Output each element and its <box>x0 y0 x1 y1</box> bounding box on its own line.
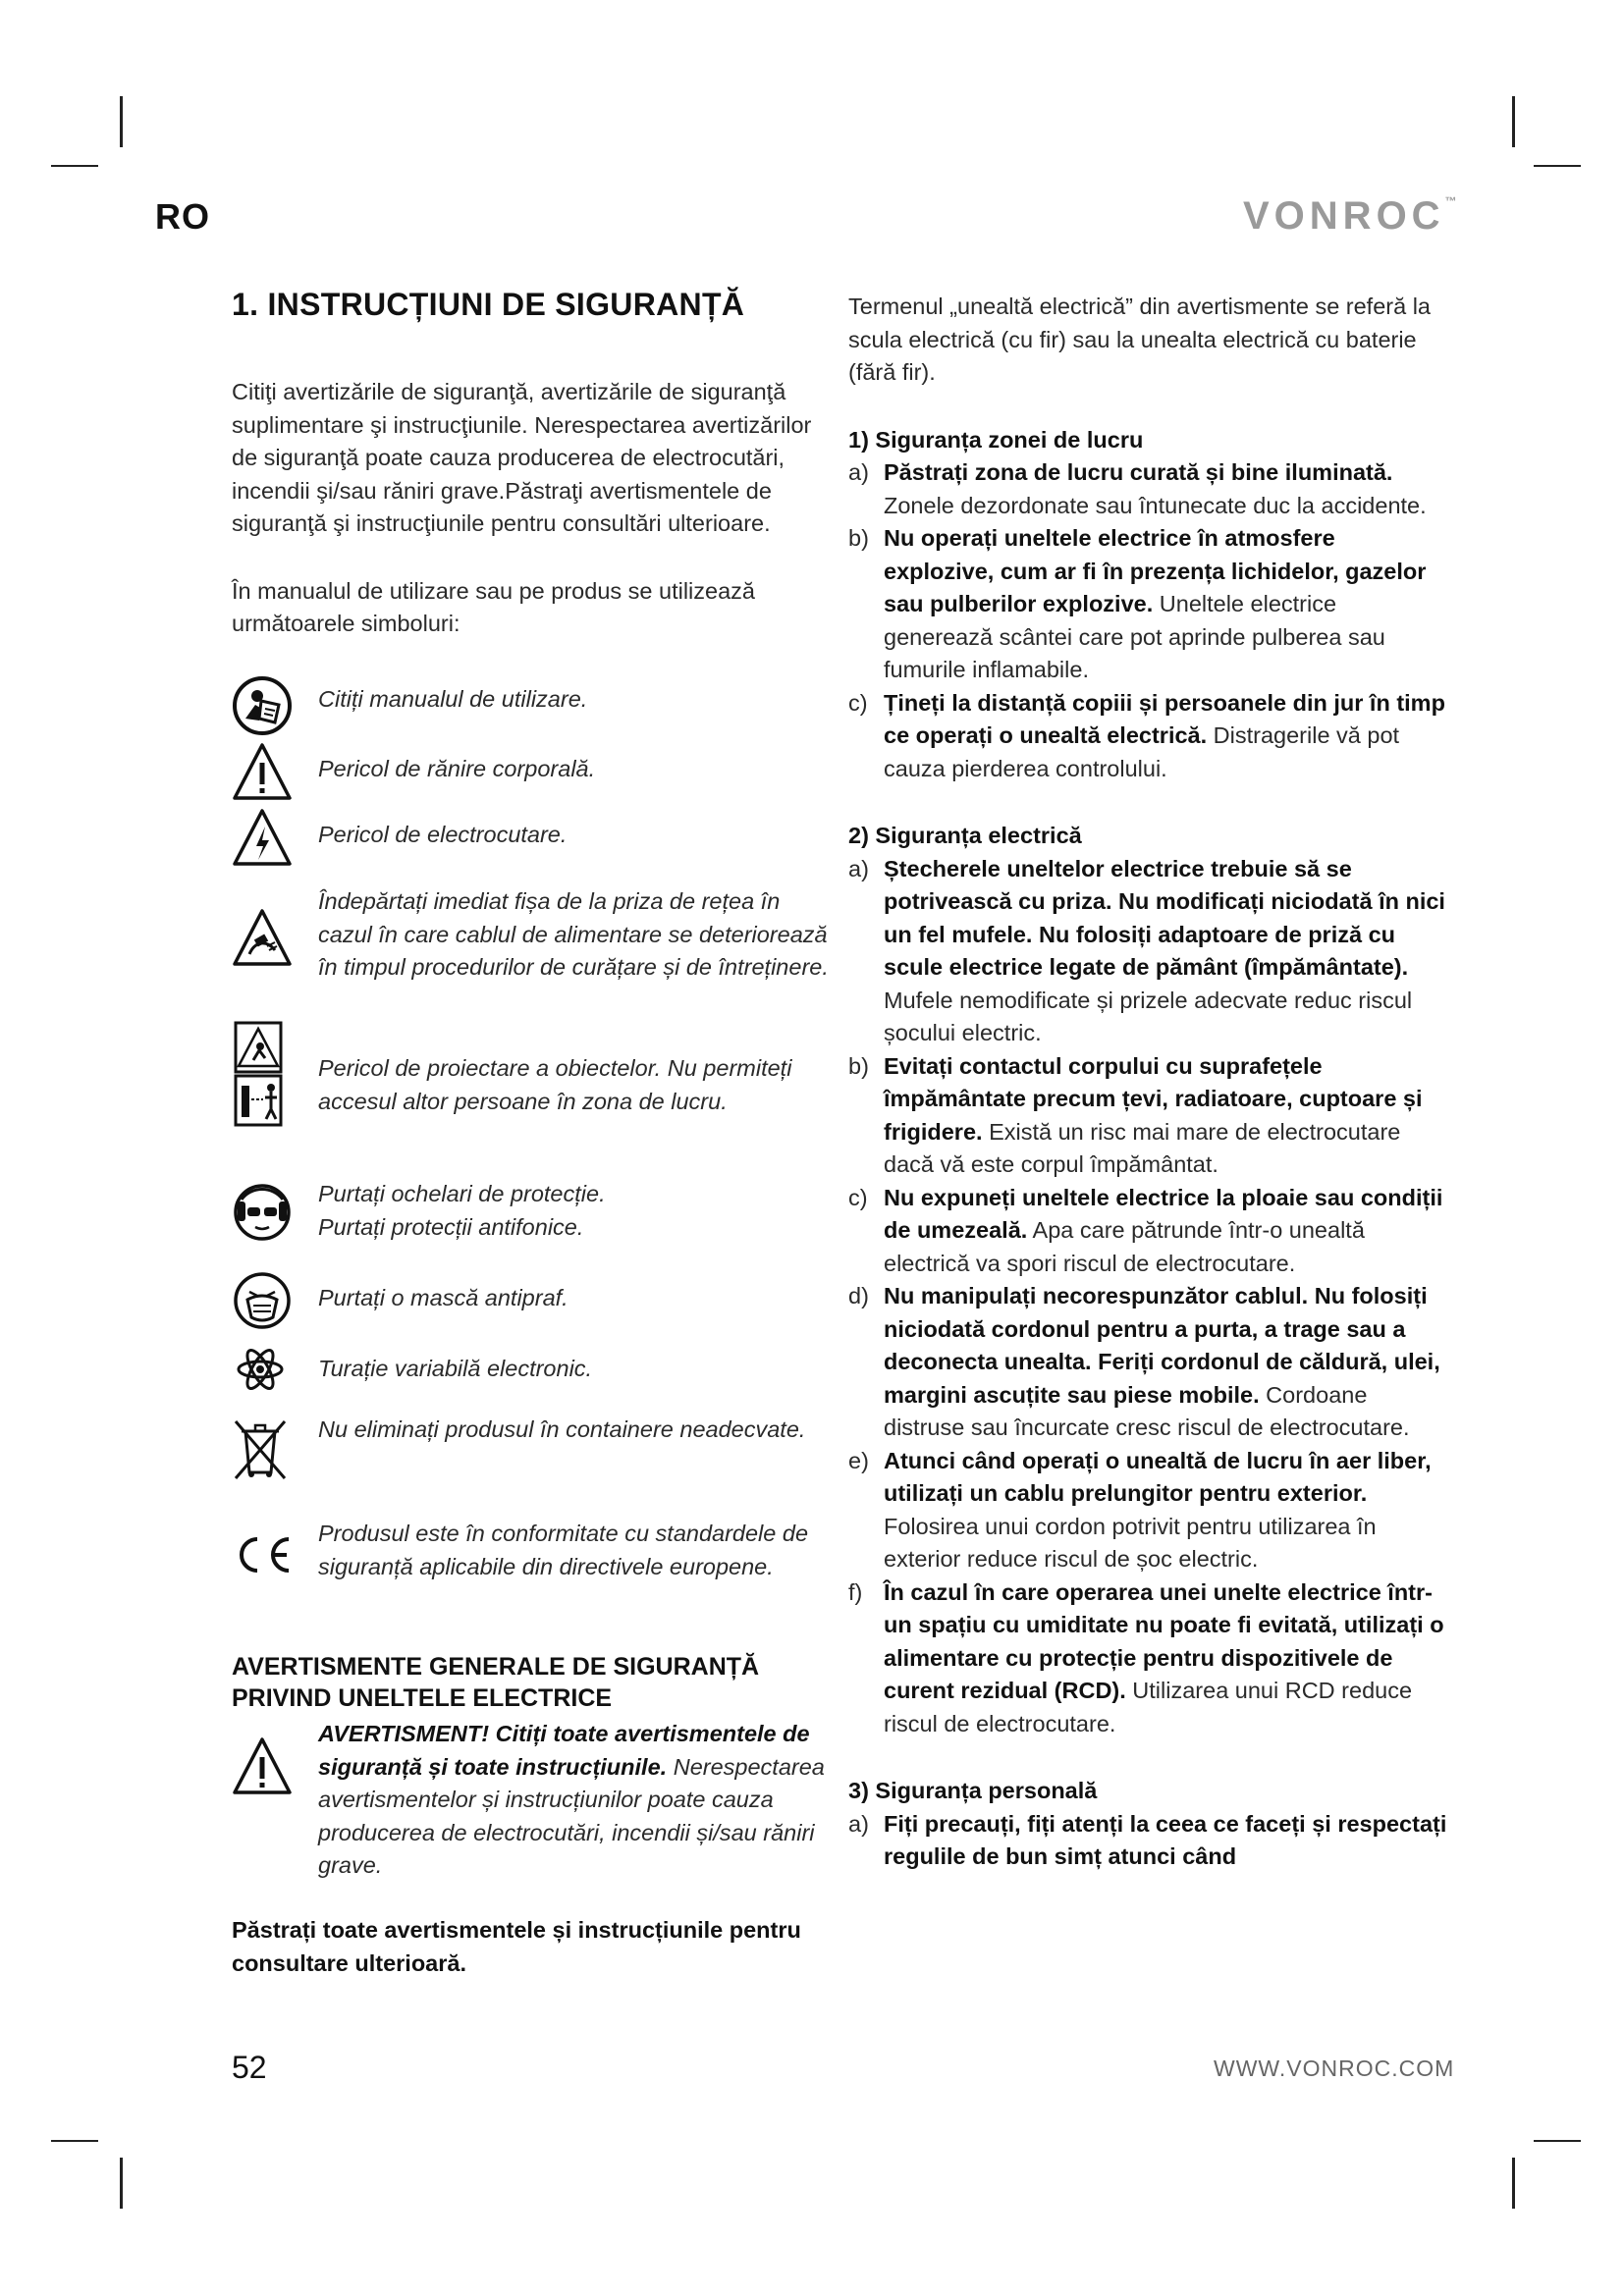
crop-mark <box>1534 165 1581 167</box>
symbol-label: Citiți manualul de utilizare. <box>318 686 588 712</box>
symbol-label: Produsul este în conformitate cu standardele de siguranță aplicabile din directivele europene. <box>318 1521 809 1579</box>
language-code: RO <box>155 196 210 237</box>
variable-speed-icon <box>236 1345 285 1394</box>
crop-mark <box>51 165 98 167</box>
right-intro: Termenul „unealtă electrică” din avertismente se referă la scula electrică (cu fir) sau la unealta electrică cu baterie (fără fir). <box>848 294 1431 385</box>
warning-icon <box>232 1735 293 1796</box>
warning-block <box>232 1718 825 1885</box>
keep-instructions: Păstrați toate avertismentele și instrucțiunile pentru consultare ulterioară. <box>232 1917 801 1976</box>
page-number: 52 <box>232 2050 267 2085</box>
symbol-label: Pericol de rănire corporală. <box>318 756 596 781</box>
website-link[interactable]: WWW.VONROC.COM <box>1214 2056 1455 2081</box>
symbol-label: Nu eliminați produsul în containere neadecvate. <box>318 1416 806 1442</box>
right-column <box>848 291 1447 1874</box>
list-item: b) Nu operați uneltele electrice în atmosfere explozive, cum ar fi în prezența lichidelor, gazelor sau pulberilor explozive. Uneltele electrice generează scântei care pot aprinde pulberea sau fumurile inflamabile. <box>848 525 1427 682</box>
list-item: a) Fiți precauți, fiți atenți la ceea ce faceți și respectați regulile de bun simț atunci când <box>848 1810 1447 1869</box>
brand-trademark: ™ <box>1444 194 1457 208</box>
list-item: c) Nu expuneți uneltele electrice la ploaie sau condiții de umezeală. Apa care pătrunde într-o unealtă electrică va spori riscul de electrocutare. <box>848 1184 1443 1276</box>
section-title: 1) Siguranța zonei de lucru <box>848 426 1144 453</box>
general-warnings-heading: AVERTISMENTE GENERALE DE SIGURANȚĂ PRIVIND UNELTELE ELECTRICE <box>232 1653 760 1712</box>
warning-text <box>318 1718 829 1883</box>
warning-body: Nerespectarea avertismentelor și instrucțiunilor poate cauza producerea de electrocutări, incendii și/sau răniri grave. <box>318 1753 825 1878</box>
crop-mark <box>1512 96 1515 147</box>
list-item: c) Țineți la distanță copiii și persoanele din jur în timp ce operați o unealtă electrică. Distragerile vă pot cauza pierderea controlului. <box>848 689 1445 781</box>
section-title: 2) Siguranța electrică <box>848 823 1082 848</box>
symbol-label: Pericol de electrocutare. <box>318 822 568 847</box>
dust-mask-icon <box>232 1270 293 1331</box>
weee-bin-icon <box>232 1417 289 1482</box>
ce-mark-icon <box>232 1535 295 1575</box>
crop-mark <box>120 96 123 147</box>
symbol-label: Purtați ochelari de protecție. Purtați protecții antifonice. <box>318 1181 606 1240</box>
section-title: 3) Siguranța personală <box>848 1778 1098 1803</box>
warning-icon <box>232 741 293 802</box>
crop-mark <box>1512 2158 1515 2209</box>
electric-hazard-icon <box>232 807 293 868</box>
brand-logo <box>1243 194 1457 239</box>
symbol-list <box>232 0 840 2296</box>
crop-mark <box>51 2140 98 2142</box>
crop-mark <box>120 2158 123 2209</box>
list-item: a) Păstrați zona de lucru curată și bine iluminată. Zonele dezordonate sau întunecate duc la accidente. <box>848 459 1427 518</box>
list-item: e) Atunci când operați o unealtă de lucru în aer liber, utilizați un cablu prelungitor pentru exterior. Folosirea unui cordon potrivit pentru utilizarea în exterior reduce riscul de șoc electric. <box>848 1447 1432 1572</box>
symbol-label: Turație variabilă electronic. <box>318 1356 593 1381</box>
read-manual-icon <box>232 675 293 736</box>
crop-mark <box>1534 2140 1581 2142</box>
list-item: a) Ștecherele uneltelor electrice trebuie să se potrivească cu priza. Nu modificați niciodată în nici un fel mufele. Nu folosiți adaptoare de priză cu scule electrice legate de pământ (împământate). Mufele nemodificate și prizele adecvate reduc riscul șocului electric. <box>848 855 1445 1045</box>
intro-paragraph: Citiţi avertizările de siguranţă, avertizările de siguranţă suplimentare şi instrucţiunile. Nerespectarea avertizărilor de siguranţă poate cauza producerea de electrocutări, incendii şi/sau răniri grave.Păstraţi avertismentele de siguranţă şi instrucţiunile pentru consultări ulterioare. <box>232 379 812 536</box>
projectile-hazard-icon <box>234 1021 283 1129</box>
list-item: b) Evitați contactul corpului cu suprafețele împământate precum țevi, radiatoare, cuptoare și frigidere. Există un risc mai mare de electrocutare dacă vă este corpul împământat. <box>848 1052 1423 1177</box>
list-item: d) Nu manipulați necorespunzător cablul. Nu folosiți niciodată cordonul pentru a purta, a trage sau a deconecta unealta. Feriți cordonul de căldură, ulei, margini ascuțite sau piese mobile. Cordoane distruse sau încurcate cresc riscul de electrocutare. <box>848 1283 1440 1440</box>
unplug-icon <box>232 907 293 968</box>
list-item: f) În cazul în care operarea unei unelte electrice într-un spațiu cu umiditate nu poate fi evitată, utilizați o alimentare cu protecție pentru dispozitivele de curent rezidual (RCD). Utilizarea unui RCD reduce riscul de electrocutare. <box>848 1578 1444 1736</box>
warning-bold: AVERTISMENT! Citiți toate avertismentele de siguranță și toate instrucțiunile. <box>318 1721 810 1780</box>
symbol-label: Purtați o mască antipraf. <box>318 1285 568 1310</box>
symbol-label: Îndepărtați imediat fișa de la priza de rețea în cazul în care cablul de alimentare se deteriorează în timpul procedurilor de curățare și de întreținere. <box>318 888 829 980</box>
page-title: 1. INSTRUCȚIUNI DE SIGURANȚĂ <box>232 287 745 322</box>
brand-name: VONROC <box>1243 194 1445 238</box>
eye-ear-protection-icon <box>232 1182 293 1243</box>
symbol-label: Pericol de proiectare a obiectelor. Nu permiteți accesul altor persoane în zona de lucru. <box>318 1055 792 1114</box>
symbols-intro: În manualul de utilizare sau pe produs se utilizează următoarele simboluri: <box>232 577 755 636</box>
